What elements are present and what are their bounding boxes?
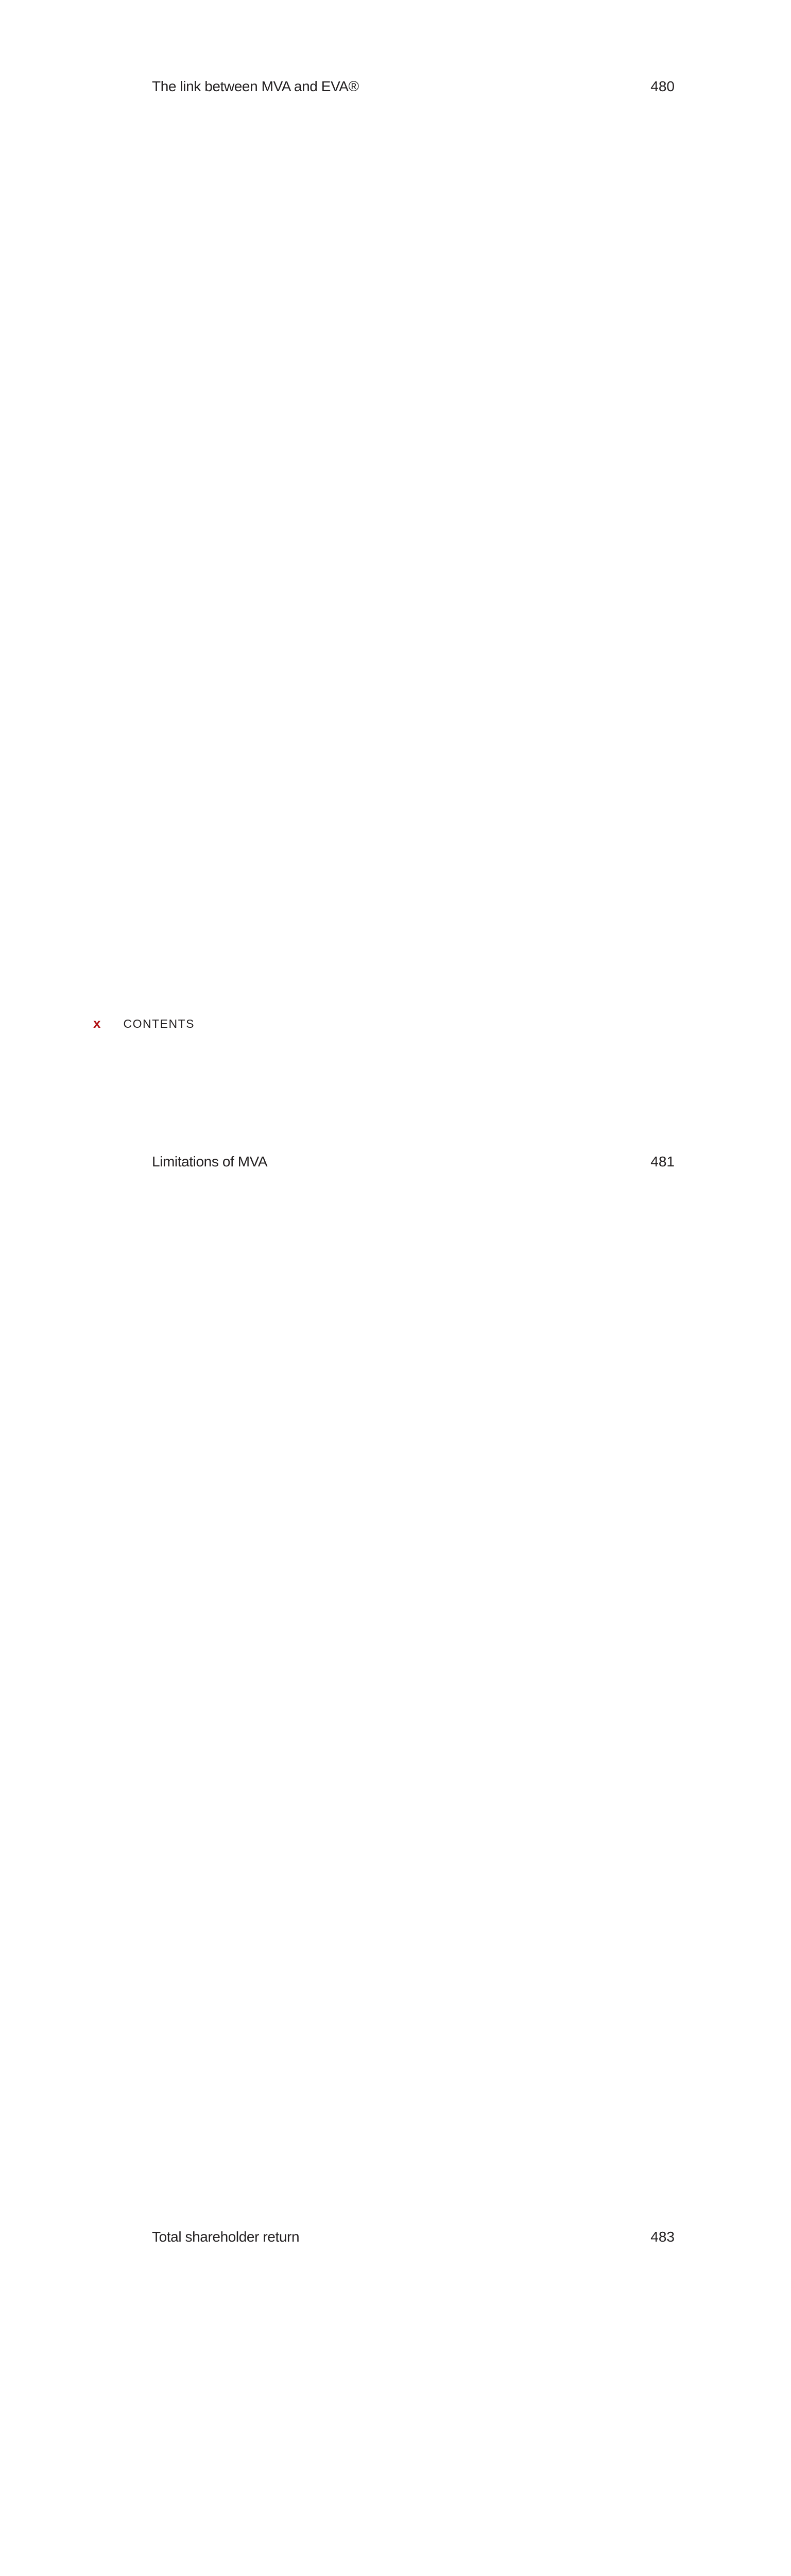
toc-entry-title: Limitations of MVA [152,1154,268,1170]
toc-blocks [152,77,675,2576]
toc-entry-page: 480 [628,77,675,1153]
footer-section-label: CONTENTS [123,1017,195,1030]
toc-entry-title: The link between MVA and EVA® [152,78,359,94]
toc-block-chapter-11-sections [152,77,675,2576]
toc-entry-page: 481 [628,1153,675,2228]
toc-entry-page: 483 [628,2228,675,2576]
toc-entry-title: Total shareholder return [152,2229,300,2245]
page-footer [93,1015,195,1031]
footer-page-number: x [93,1015,101,1031]
toc-entry [152,2228,675,2576]
toc-entry [152,1153,675,2228]
toc-entry [152,77,675,1153]
